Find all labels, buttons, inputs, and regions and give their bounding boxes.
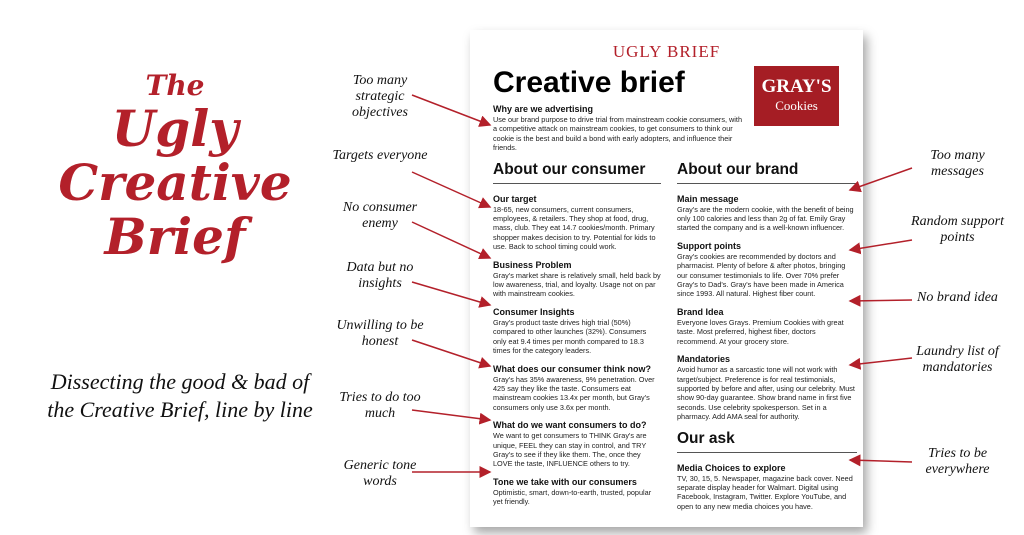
title-line3: Brief <box>104 207 246 266</box>
logo-name: GRAY'S <box>761 76 832 97</box>
item-text: TV, 30, 15, 5. Newspaper, magazine back cover. Need separate display header for Walmart. Digital using Facebook, Instagram, Twitter. Explore YouTube, and open to any new media choices you have. <box>677 473 853 511</box>
arrow <box>412 172 490 207</box>
item-text: Everyone loves Grays. Premium Cookies with great taste. Most preferred, highest fiber, doctors recommend. At your grocery store. <box>677 317 844 346</box>
doc-header: UGLY BRIEF <box>612 42 721 61</box>
item-heading: Support points <box>677 240 741 251</box>
item-text: Gray's has 35% awareness, 9% penetration. Over 425 say they like the taste. Consumers eat mainstream cookies 13.4x per month, but Gray's consumers only use 3.6x per month. <box>493 374 655 412</box>
arrow <box>850 460 912 462</box>
subtitle: Dissecting the good & bad of the Creative Brief, line by line <box>47 369 313 422</box>
item-heading: Main message <box>677 193 739 204</box>
item-heading: Media Choices to explore <box>677 462 786 473</box>
annotation: Unwilling to be honest <box>336 318 424 349</box>
arrow <box>412 222 490 258</box>
item-heading: Tone we take with our consumers <box>493 476 637 487</box>
annotation: Random support points <box>911 214 1004 245</box>
item-heading: Consumer Insights <box>493 306 575 317</box>
column-heading: About our consumer <box>493 161 661 184</box>
item-text: Gray's are the modern cookie, with the benefit of being only 100 calories and less than 2g of fat. Emily Gray started the company and is a well-known influencer. <box>677 204 854 233</box>
title-line2: Creative <box>58 153 292 212</box>
item-heading: Mandatories <box>677 354 731 365</box>
annotation: No consumer enemy <box>342 200 418 231</box>
item-heading: Business Problem <box>493 259 572 270</box>
annotation: No brand idea <box>917 290 998 305</box>
item-text: Avoid humor as a sarcastic tone will not work with target/subject. Preference is for real testimonials, supported by before and after, using our celebrity. Must show 90-day guarantee. Show brand name in first five seconds. Use celebrity spokesperson. Set in a pharmacy. Add AMA seal for authority. <box>677 365 855 422</box>
annotation: Targets everyone <box>332 148 428 163</box>
item-text: Optimistic, smart, down-to-earth, trusted, popular yet friendly. <box>493 487 652 507</box>
annotation: Laundry list of mandatories <box>916 344 999 375</box>
item-heading: What do we want consumers to do? <box>493 420 647 431</box>
item-text: Gray's market share is relatively small, held back by low awareness, trial, and loyalty. Usage not on par with mainstream cookies. <box>493 270 661 299</box>
arrow <box>412 282 490 305</box>
annotation: Data but no insights <box>346 260 414 291</box>
title-the: The <box>145 69 205 102</box>
logo-sub: Cookies <box>775 98 818 113</box>
item-text: Gray's product taste drives high trial (50%) compared to other launches (32%). Consumers only eat 9.4 times per month compared to 18.3 times for the category leaders. <box>493 317 647 356</box>
section-text: Use our brand purpose to drive trial from mainstream cookie consumers, with a competitive attack on mainstream cookies, to get consumers to think our cookie is the best and build a bond with early adopters, and influence their friends. <box>493 115 743 153</box>
section-heading: Why are we advertising <box>493 104 594 114</box>
item-text: 18-65, new consumers, current consumers, employees, & retailers. They shop at food, drug, mass, club. They eat 14.7 cookies/month. Primary shopper makes decision to try. Potential for kids to use. Back to school timing could work. <box>493 204 656 252</box>
column-heading: About our brand <box>677 161 857 184</box>
arrow <box>412 410 490 420</box>
annotation: Tries to do too much <box>339 390 421 421</box>
annotation: Too many strategic objectives <box>352 73 408 120</box>
arrow <box>412 340 490 366</box>
item-heading: Our target <box>493 193 537 204</box>
item-heading: What does our consumer think now? <box>493 363 652 374</box>
item-text: We want to get consumers to THINK Gray's are unique, FEEL they can stay in control, and TRY Gray's to see if they like them. The, once they LOVE the taste, INFLUENCE others to try. <box>493 431 647 469</box>
title-line1: Ugly <box>111 99 239 158</box>
annotation: Too many messages <box>930 148 985 179</box>
annotation: Generic tone words <box>343 458 417 489</box>
column-heading: Our ask <box>677 430 857 453</box>
item-text: Gray's cookies are recommended by doctors and pharmacist. Plenty of before & after photos, bringing our consumer testimonials to life. Over 70% prefer Gray's to Dad's. Gray's have been made in America since 1993. All natural. Highest fiber count. <box>677 251 846 299</box>
arrow <box>850 168 912 190</box>
item-heading: Brand Idea <box>677 306 724 317</box>
annotation: Tries to be everywhere <box>925 446 990 477</box>
arrow <box>412 95 490 125</box>
arrow <box>850 358 912 365</box>
arrow <box>850 240 912 250</box>
arrow <box>850 300 912 301</box>
doc-title: Creative brief <box>493 66 685 99</box>
